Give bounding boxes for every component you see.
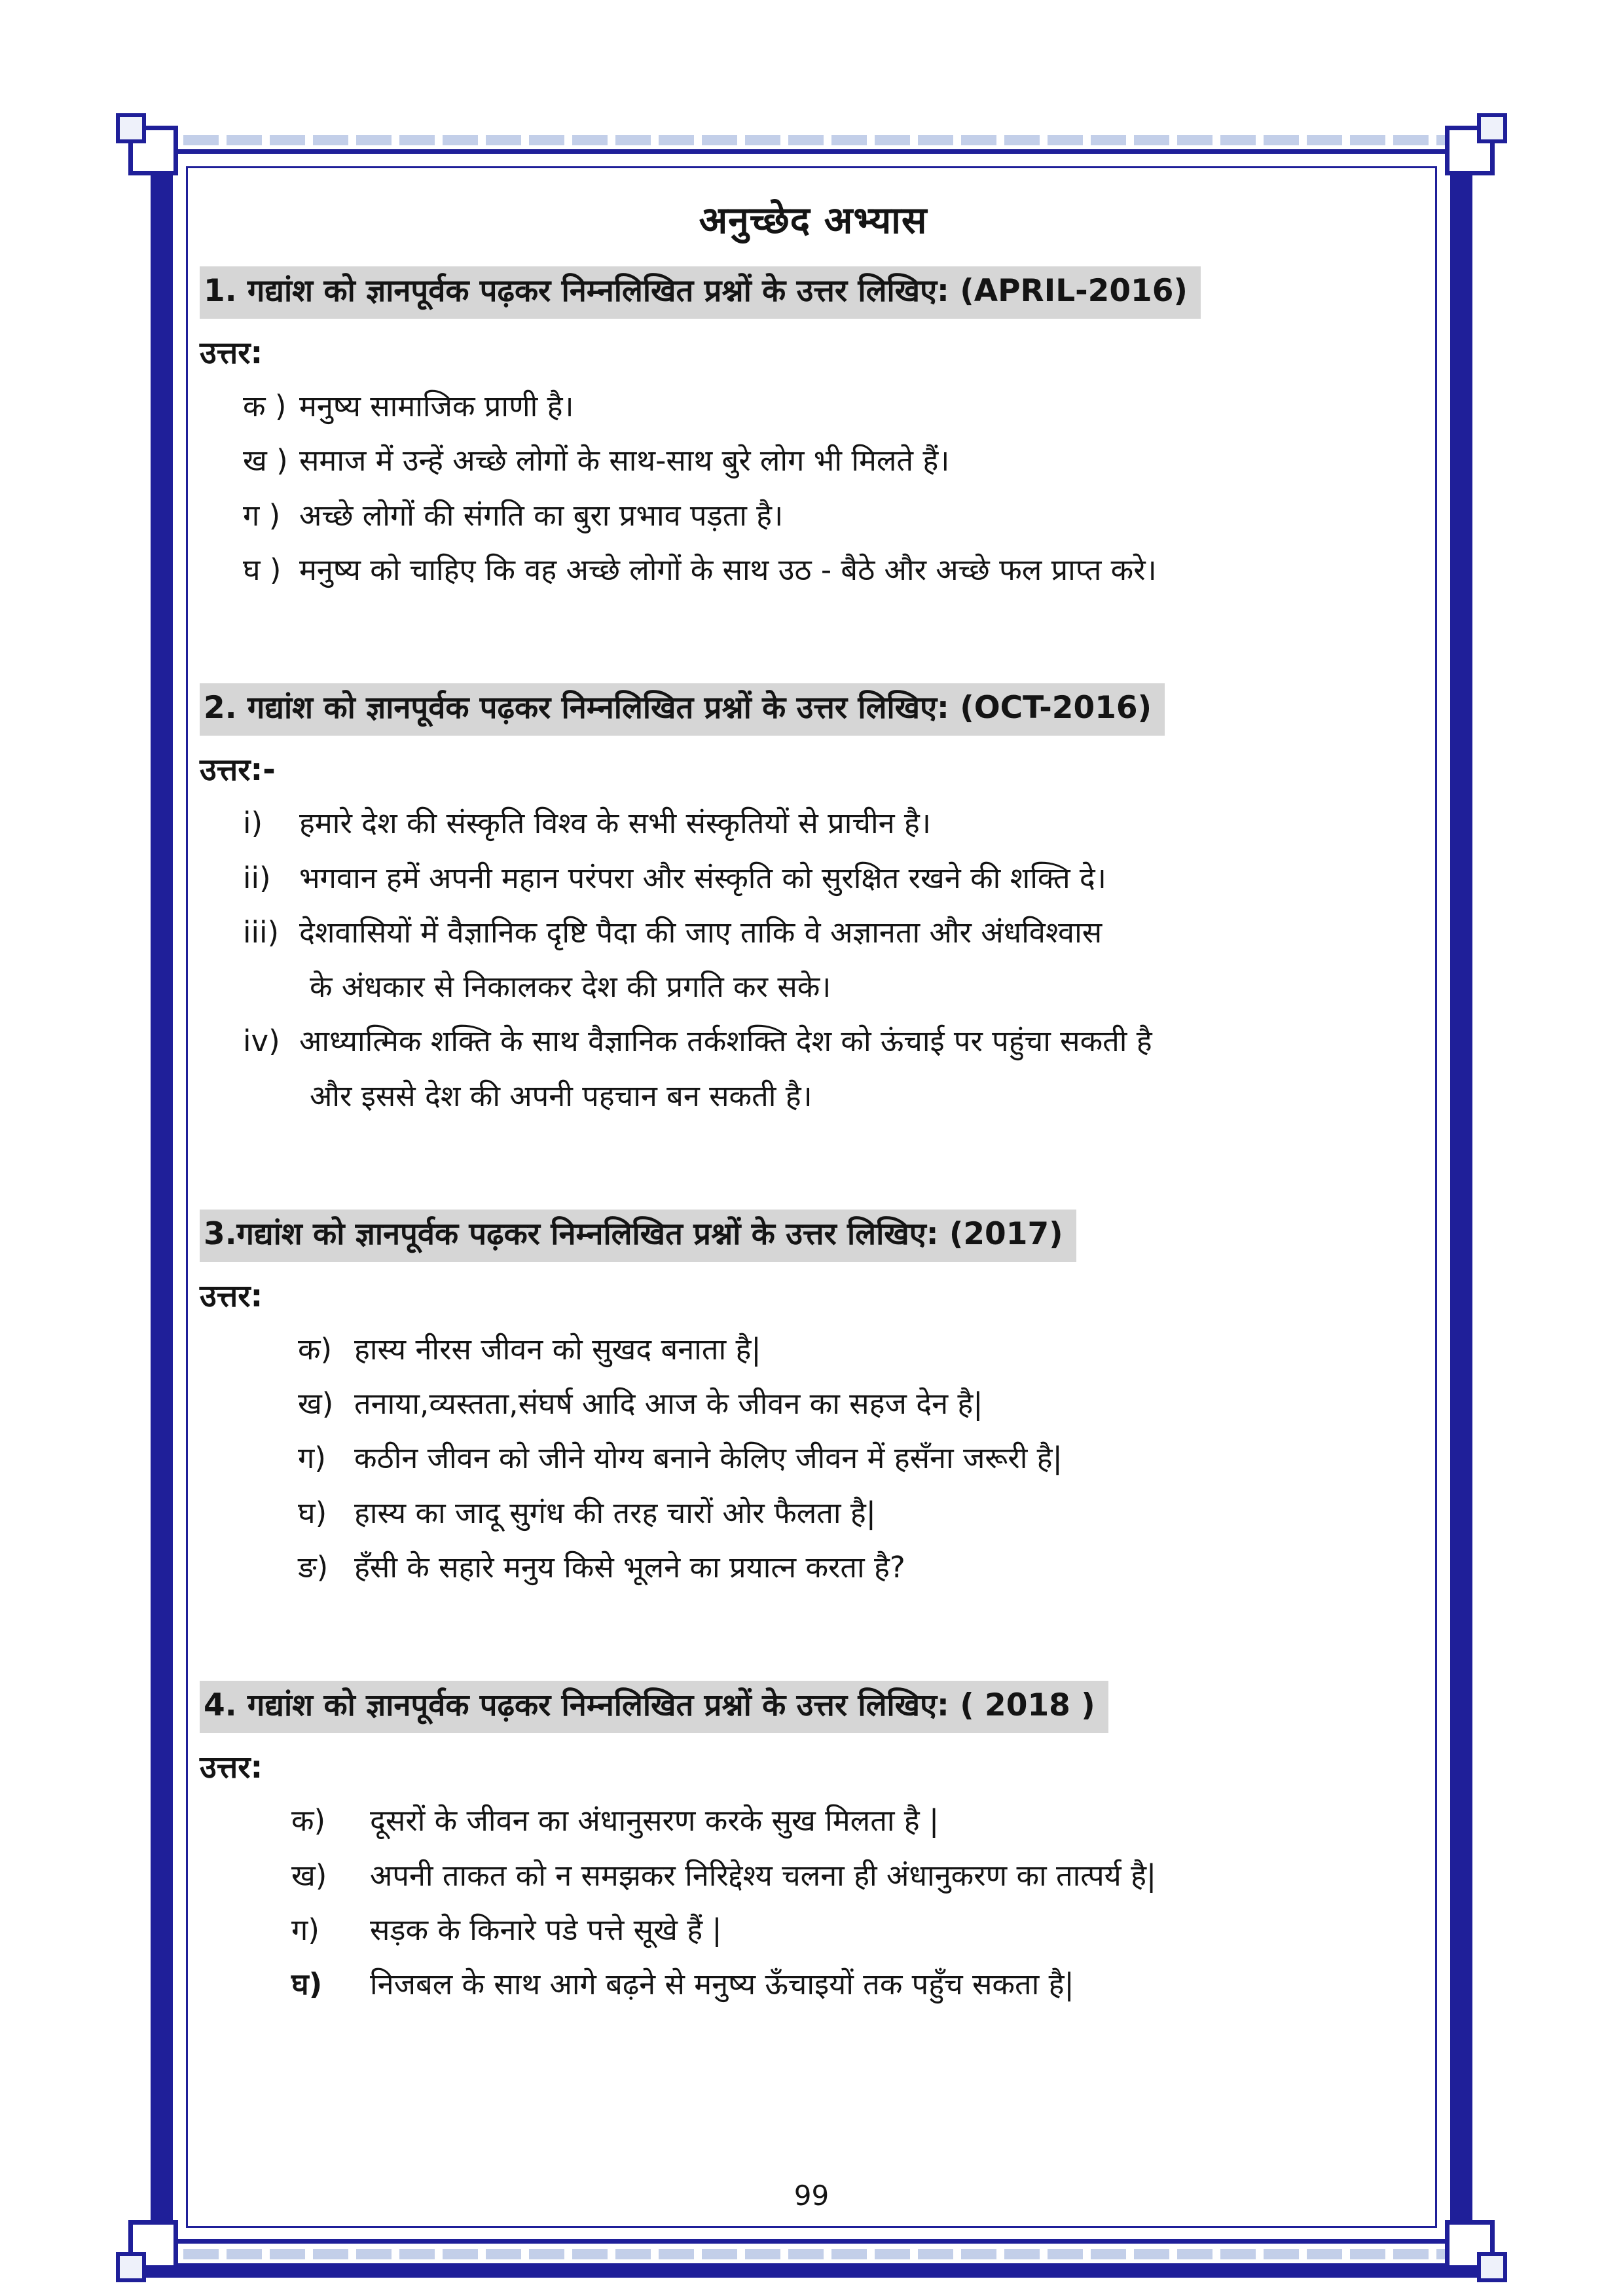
answer-item-text: अपनी ताकत को न समझकर निरिद्देश्य चलना ही अंधानुकरण का तात्पर्य है| [370, 1857, 1157, 1893]
answer-item-text: हास्य का जादू सुगंध की तरह चारों ओर फैलता है| [354, 1495, 876, 1530]
answer-item-label: ii) [243, 860, 271, 895]
answer-line [243, 433, 1427, 488]
corner-ornament-top-right [1445, 126, 1495, 175]
corner-ornament-top-left [128, 126, 178, 175]
answer-item-text: देशवासियों में वैज्ञानिक दृष्टि पैदा की जाए ताकि वे अज्ञानता और अंधविश्वास [299, 914, 1103, 950]
answer-list [243, 796, 1427, 1123]
answer-item-label: i) [243, 806, 263, 841]
answer-item-label: क ) [243, 389, 287, 424]
answer-item-text: मनुष्य सामाजिक प्राणी है। [299, 389, 574, 424]
answer-item-text: दूसरों के जीवन का अंधानुसरण करके सुख मिलता है | [370, 1803, 939, 1839]
answer-item-label: ग) [291, 1912, 319, 1947]
answer-line [243, 796, 1427, 850]
answer-line [243, 851, 1427, 905]
question-section-3 [200, 1210, 1427, 1594]
answer-item-label: iii) [243, 914, 280, 950]
answer-line-continuation [243, 1069, 1427, 1123]
answer-item-text: हास्य नीरस जीवन को सुखद बनाता है| [354, 1331, 761, 1367]
page-number: 99 [793, 2179, 830, 2212]
answer-line [298, 1431, 1427, 1485]
question-section-2 [200, 683, 1427, 1123]
answer-label: उत्तर: [200, 1278, 263, 1314]
answer-item-label: ग ) [243, 497, 281, 533]
decorative-band-bottom [140, 2263, 1483, 2278]
answer-line [291, 1848, 1427, 1903]
answer-item-label: iv) [243, 1024, 280, 1059]
answer-label: उत्तर: [200, 1749, 263, 1786]
answer-line [298, 1486, 1427, 1540]
answer-item-label: ग) [298, 1441, 326, 1476]
answer-line [243, 1014, 1427, 1068]
answer-line [243, 543, 1427, 597]
page-title: अनुच्छेद अभ्यास [699, 199, 928, 242]
answer-line [291, 1957, 1427, 2011]
answer-item-text: कठीन जीवन को जीने योग्य बनाने केलिए जीवन में हसँना जरूरी है| [354, 1441, 1063, 1476]
answer-item-text: भगवान हमें अपनी महान परंपरा और संस्कृति को सुरक्षित रखने की शक्ति दे। [299, 860, 1106, 895]
answer-line [298, 1540, 1427, 1594]
answer-item-text: हँसी के सहारे मनुय किसे भूलने का प्रयात्न करता है? [354, 1549, 905, 1585]
answer-line [291, 1903, 1427, 1957]
answer-item-text: मनुष्य को चाहिए कि वह अच्छे लोगों के साथ उठ - बैठे और अच्छे फल प्राप्त करे। [299, 552, 1157, 587]
answer-line [243, 488, 1427, 543]
answer-line [298, 1376, 1427, 1431]
answer-item-label: घ) [298, 1495, 327, 1530]
answer-item-text: और इससे देश की अपनी पहचान बन सकती है। [310, 1078, 812, 1113]
answer-item-label: ख) [291, 1857, 327, 1893]
answer-line [243, 379, 1427, 433]
decorative-strip-bottom [140, 2249, 1483, 2259]
answer-item-text: समाज में उन्हें अच्छे लोगों के साथ-साथ बुरे लोग भी मिलते हैं। [299, 443, 950, 478]
answer-label: उत्तर: [200, 335, 263, 372]
page-content [200, 193, 1427, 2011]
answer-item-text: अच्छे लोगों की संगति का बुरा प्रभाव पड़ता है। [299, 497, 784, 533]
answer-item-label: क) [298, 1331, 333, 1367]
answer-line [291, 1793, 1427, 1848]
corner-ornament-bottom-left [128, 2220, 178, 2270]
question-heading: 1. गद्यांश को ज्ञानपूर्वक पढ़कर निम्नलिखित प्रश्नों के उत्तर लिखिए: (APRIL-2016) [200, 266, 1201, 319]
answer-item-text: तनाया,व्यस्तता,संघर्ष आदि आज के जीवन का सहज देन है| [354, 1386, 983, 1422]
question-heading: 4. गद्यांश को ज्ञानपूर्वक पढ़कर निम्नलिखित प्रश्नों के उत्तर लिखिए: ( 2018 ) [200, 1681, 1108, 1733]
question-heading: 3.गद्यांश को ज्ञानपूर्वक पढ़कर निम्नलिखित प्रश्नों के उत्तर लिखिए: (2017) [200, 1210, 1076, 1262]
answer-item-label: घ ) [243, 552, 282, 587]
corner-ornament-bottom-right [1445, 2220, 1495, 2270]
answer-item-text: निजबल के साथ आगे बढ़ने से मनुष्य ऊँचाइयों तक पहुँच सकता है| [370, 1967, 1074, 2002]
answer-item-label: घ) [291, 1967, 323, 2002]
answer-list [243, 379, 1427, 597]
answer-item-text: हमारे देश की संस्कृति विश्व के सभी संस्कृतियों से प्राचीन है। [299, 806, 931, 841]
answer-item-label: ख ) [243, 443, 288, 478]
answer-line-continuation [243, 960, 1427, 1014]
answer-line [243, 905, 1427, 960]
answer-list [298, 1322, 1427, 1594]
question-section-1 [200, 266, 1427, 597]
question-section-4 [200, 1681, 1427, 2011]
answer-item-text: के अंधकार से निकालकर देश की प्रगति कर सके। [310, 969, 831, 1005]
answer-label: उत्तर:- [200, 752, 276, 789]
answer-item-text: सड़क के किनारे पडे पत्ते सूखे हैं | [370, 1912, 722, 1947]
question-heading: 2. गद्यांश को ज्ञानपूर्वक पढ़कर निम्नलिखित प्रश्नों के उत्तर लिखिए: (OCT-2016) [200, 683, 1165, 736]
decorative-strip-top [140, 135, 1483, 145]
answer-item-text: आध्यात्मिक शक्ति के साथ वैज्ञानिक तर्कशक्ति देश को ऊंचाई पर पहुंचा सकती है [299, 1024, 1152, 1059]
answer-line [298, 1322, 1427, 1376]
answer-item-label: ङ) [298, 1549, 329, 1585]
answer-item-label: ख) [298, 1386, 334, 1422]
answer-item-label: क) [291, 1803, 326, 1839]
answer-list [291, 1793, 1427, 2011]
